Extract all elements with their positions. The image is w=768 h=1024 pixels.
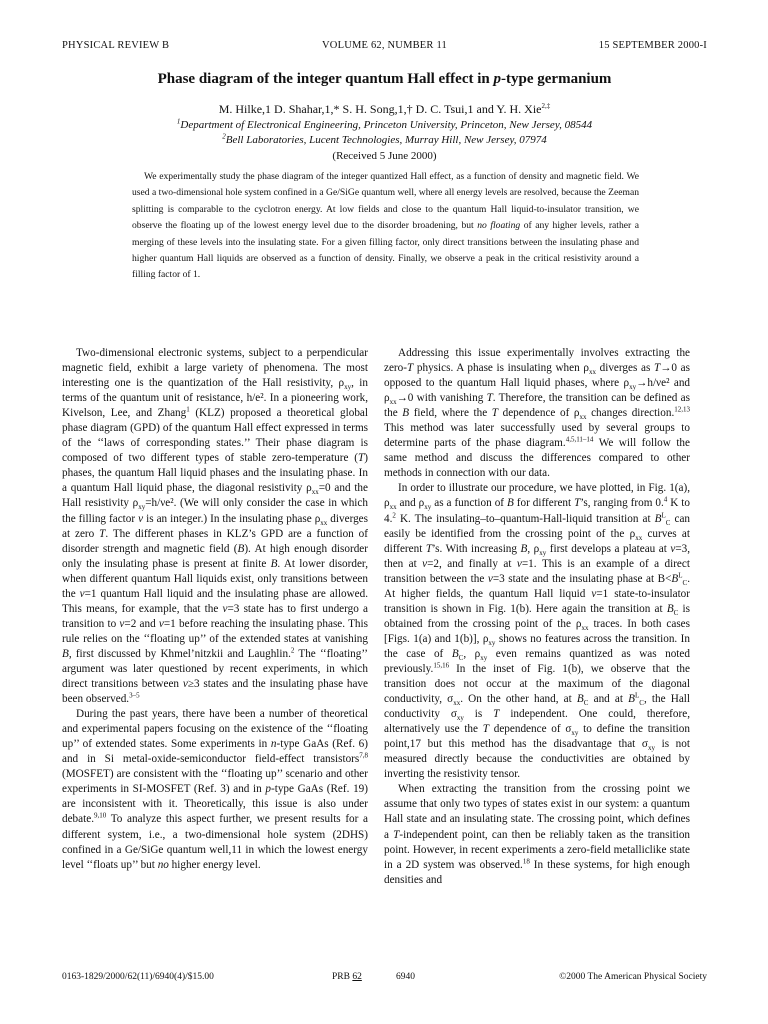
author-list: M. Hilke,1 D. Shahar,1,* S. H. Song,1,† D. C. Tsui,1 and Y. H. Xie$^{2,\ddagger}$ [218, 102, 551, 116]
body-paragraph: During the past years, there have been a number of theoretical and experimental papers focusing on the existence of the ‘‘floating up’’ of extended states. Some experiments in n-type GaAs (Ref. 6) and in Si metal-oxide-semiconductor field-effect transistors$^{7,8}$ (MOSFET) are consistent with the ‘‘floating up’’ scenario and other experiments in SI-MOSFET (Ref. 3) and in p-type GaAs (Ref. 19) are inconsistent with it. Theoretically, this issue is also under debate.$^{9,10}$ To analyze this aspect further, we present results for a different system, i.e., a two-dimensional hole system (2DHS) confined in a Ge/SiGe quantum well,11 in which the lowest energy level ‘‘floats up’’ but no higher energy level. [62, 708, 368, 871]
volume-number: VOLUME 62, NUMBER 11 [322, 40, 447, 51]
article-code: 0163-1829/2000/62(11)/6940(4)/$15.00 [62, 972, 214, 982]
affiliation-1: $^1$Department of Electronical Engineering, Princeton University, Princeton, New Jersey, 08544 [176, 117, 593, 131]
journal-name: PHYSICAL REVIEW B [62, 40, 170, 51]
received-date: (Received 5 June 2000) [332, 150, 437, 162]
page-number: 6940 [396, 972, 415, 982]
copyright-line: ©2000 The American Physical Society [559, 972, 707, 982]
affiliation-2: $^2$Bell Laboratories, Lucent Technologies, Murray Hill, New Jersey, 07974 [222, 132, 547, 146]
paper-title: Phase diagram of the integer quantum Hall effect in p-type germanium [157, 71, 612, 87]
body-paragraph: In order to illustrate our procedure, we have plotted, in Fig. 1(a), $\rho_{xx}$ and $\rho_{xy}$ as a function of B for different T’s, ranging from 0.$^4$ K to 4.$^2$ K. The insulating–to–quantum-Hall-liquid transition at $B^L_C$ can easily be identified from the crossing point of the $\rho_{xx}$ curves at different T’s. With increasing B, $\rho_{xy}$ first develops a plateau at ν=3, then at ν=2, and finally at ν=1. This is an example of a direct transition between the ν=3 state and the insulating phase at $B<B^L_C$. At higher fields, the quantum Hall liquid ν=1 state-to-insulator transition is shown in Fig. 1(b). Here again the transition at $B_C$ is obtained from the crossing point of the $\rho_{xx}$ traces. In both cases [Figs. 1(a) and 1(b)], $\rho_{xy}$ shows no features across the transition. In the case of $B_C$, $\rho_{xy}$ even remains quantized as was noted previously.$^{15,16}$ In the inset of Fig. 1(b), we observe that the transition does not occur at the maximum of the diagonal conductivity, $\sigma_{xx}$. On the other hand, at $B_C$ and at $B^L_C$, the Hall conductivity $\sigma_{xy}$ is T independent. One could, therefore, alternatively use the T dependence of $\sigma_{xy}$ to define the transition point,17 but this method has the disadvantage that $\sigma_{xy}$ is not measured directly because the conductivities are obtained by inverting the resistivity tensor. [384, 482, 691, 781]
body-paragraph: Two-dimensional electronic systems, subject to a perpendicular magnetic field, exhibit a large variety of phenomena. The most interesting one is the quantization of the Hall resistivity, $\rho_{xy}$, in terms of the quantum unit of resistance, h/e². In a pioneering work, Kivelson, Lee, and Zhang$^1$ (KLZ) proposed a theoretical global phase diagram (GPD) of the quantum Hall effect expressed in terms of the ‘‘laws of corresponding states.’’ Their phase diagram is composed of two different types of stable zero-temperature (T) phases, the quantum Hall liquid phases and the insulating phase. In a quantum Hall liquid phase, the diagonal resistivity $\rho_{xx}=0$ and the Hall resistivity $\rho_{xy}=h$/νe². (We will only consider the case in which the filling factor ν is an integer.) In the insulating phase $\rho_{xx}$ diverges at zero T. The different phases in KLZ’s GPD are a function of disorder strength and magnetic field (B). At high enough disorder only the insulating phase is present at finite B. At lower disorder, when different quantum Hall liquids exist, only transitions between the ν=1 quantum Hall liquid and the insulating phase are allowed. This means, for example, that the ν=3 state has to first undergo a transition to ν=2 and ν=1 before reaching the insulating phase. This rule relies on the ‘‘floating up’’ of the extended states at vanishing B, first discussed by Khmel’nitzkii and Laughlin.$^2$ The ‘‘floating’’ argument was later questioned by recent experiments, in which direct transitions between ν≥3 states and the insulating phase have been observed.$^{3-5}$ [62, 347, 369, 706]
issue-date: 15 SEPTEMBER 2000-I [598, 40, 707, 51]
body-column-right [384, 346, 690, 888]
abstract: We experimentally study the phase diagram of the integer quantized Hall effect, as a function of density and magnetic field. We used a two-dimensional hole system confined in a Ge/SiGe quantum well, where all energy levels are resolved, because the Zeeman splitting is comparable to the cyclotron energy. At low fields and close to the quantum Hall liquid-to-insulator transition, we observe the floating up of the lowest energy level due to the disorder broadening, but no floating of any higher levels, rather a merging of these levels into the insulating state. For a given filling factor, only direct transitions between the insulating phase and higher quantum Hall liquids are observed as a function of density. Finally, we observe a peak in the critical resistivity around a filling factor of 1. [132, 171, 639, 281]
journal-volume: PRB 62 [332, 972, 362, 982]
body-paragraph: Addressing this issue experimentally involves extracting the zero-T physics. A phase is insulating when $\rho_{xx}$ diverges as T→0 as opposed to the quantum Hall liquid phases, where $\rho_{xy}\to h$/νe² and $\rho_{xx}\to 0$ with vanishing T. Therefore, the transition can be defined as the B field, where the T dependence of $\rho_{xx}$ changes direction.$^{12,13}$ This method was later successfully used by several groups to determine parts of the phase diagram.$^{4,5,11-14}$ We will follow the same method and discuss the differences compared to other methods in connection with our data. [384, 347, 691, 480]
body-column-left [62, 346, 368, 873]
body-paragraph: When extracting the transition from the crossing point we assume that only two types of states exist in our system: a quantum Hall state and an insulating state. The crossing point, which defines a T-independent point, can then be reliably taken as the transition point. However, in recent experiments a zero-field metalliclike state in a 2D system was observed.$^{18}$ In these systems, for high enough densities and [384, 783, 691, 886]
